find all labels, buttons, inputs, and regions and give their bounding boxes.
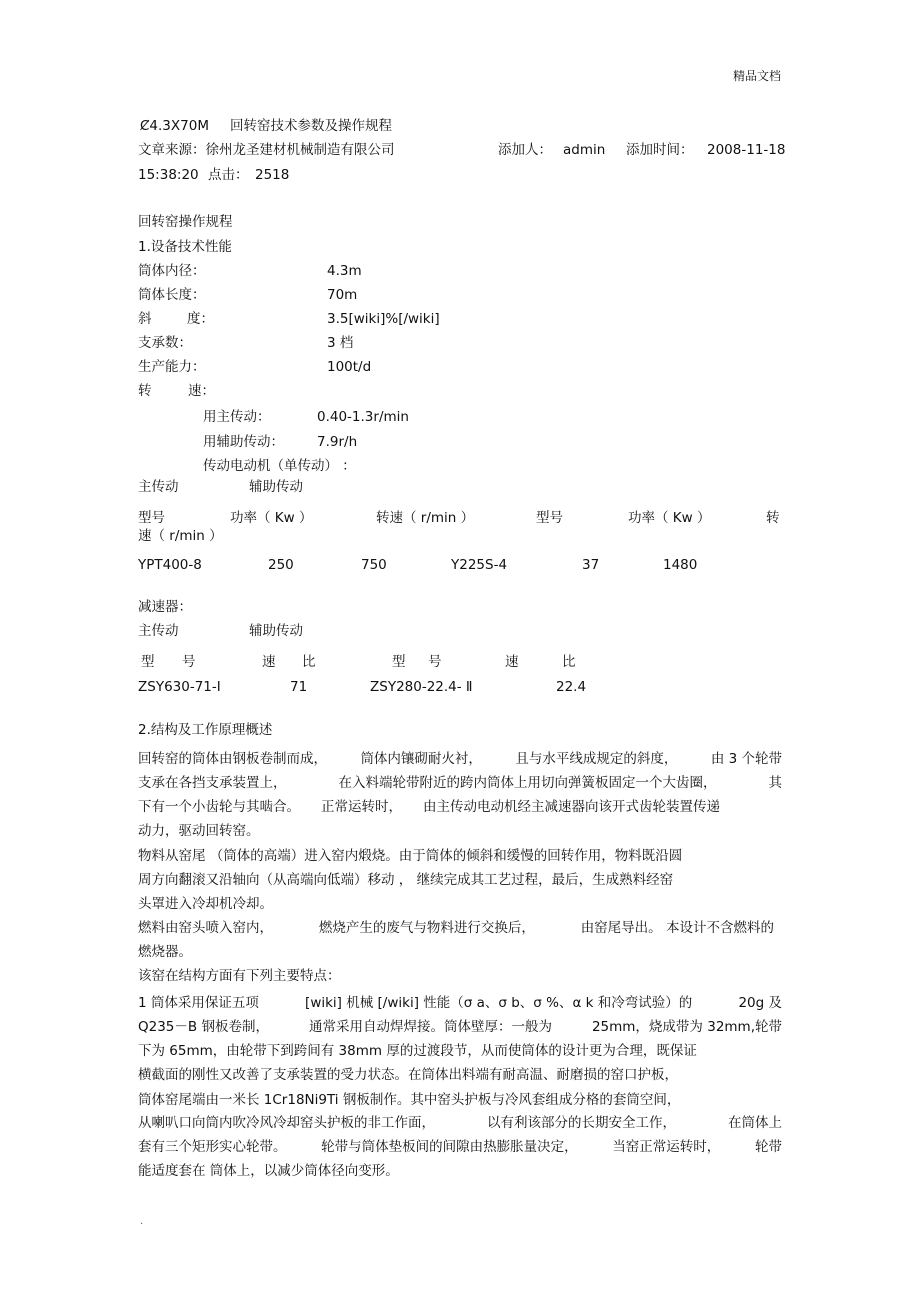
header-cell: 比 bbox=[302, 654, 316, 670]
text-segment: 当窑正常运转时， bbox=[612, 1139, 721, 1155]
meta-clicks-label: 点击： bbox=[208, 167, 249, 183]
text-segment: 正常运转时， bbox=[321, 799, 402, 815]
value-cell: 37 bbox=[582, 557, 600, 573]
spec-value: 3 档 bbox=[327, 335, 354, 351]
reducer-group-aux: 辅助传动 bbox=[249, 623, 303, 639]
text-segment: 且与水平线成规定的斜度， bbox=[515, 751, 678, 767]
footer-mark: . bbox=[140, 1216, 144, 1227]
motor-title: 传动电动机（单传动） ： bbox=[203, 458, 356, 474]
paragraph-line bbox=[138, 1111, 782, 1131]
speed-label: 转 bbox=[138, 383, 152, 399]
header-cell: 速 bbox=[262, 654, 276, 670]
header-cell: 速 bbox=[505, 654, 519, 670]
speed-aux-label: 用辅助传动： bbox=[203, 434, 284, 450]
text-segment: Q235－B 钢板卷制， bbox=[138, 1019, 269, 1035]
section2-heading: 2.结构及工作原理概述 bbox=[138, 722, 273, 738]
motor-value-row bbox=[138, 557, 782, 573]
value-cell: 750 bbox=[361, 557, 387, 573]
text-segment: 燃料由窑头喷入窑内， bbox=[138, 920, 273, 936]
brand-header: 精品文档 bbox=[733, 69, 782, 83]
text-segment: 在入料端轮带附近的跨内筒体上用切向弹簧板固定一个大齿圈， bbox=[338, 775, 717, 791]
value-cell: 1480 bbox=[663, 557, 698, 573]
paragraph-line: 周方向翻滚又沿轴向（从高端向低端）移动 ， 继续完成其工艺过程，最后，生成熟料经窑 bbox=[138, 872, 674, 888]
paragraph-line: 动力，驱动回转窑。 bbox=[138, 823, 260, 839]
spec-label: 支承数： bbox=[138, 335, 192, 351]
text-segment: 通常采用自动焊焊接。筒体壁厚：一般为 bbox=[308, 1019, 552, 1035]
paragraph-line: 头罩进入冷却机冷却。 bbox=[138, 896, 273, 912]
header-cell: 转 bbox=[766, 510, 780, 526]
paragraph-line: 该窑在结构方面有下列主要特点： bbox=[138, 968, 341, 984]
paragraph-line: 能适度套在 筒体上，以减少筒体径向变形。 bbox=[138, 1163, 399, 1179]
header-cell: 型 bbox=[392, 654, 406, 670]
text-segment: [wiki] 机械 [/wiki] 性能（σ a、σ b、σ %、α k 和冷弯试验）的 bbox=[305, 995, 693, 1011]
header-cell: 型 bbox=[141, 654, 155, 670]
meta-date: 2008-11-18 bbox=[707, 142, 786, 158]
text-segment: 以有利该部分的长期安全工作， bbox=[487, 1115, 676, 1131]
spec-label: 度： bbox=[187, 311, 214, 327]
text-segment: 轮带 bbox=[754, 1139, 782, 1155]
speed-main-value: 0.40-1.3r/min bbox=[317, 409, 409, 425]
text-segment: 25mm，烧成带为 32mm,轮带 bbox=[591, 1019, 782, 1035]
paragraph-line bbox=[138, 916, 774, 936]
spec-value: 4.3m bbox=[327, 263, 362, 279]
header-cell: 型号 bbox=[138, 510, 165, 526]
speed-main-label: 用主传动： bbox=[203, 409, 271, 425]
paragraph-line: 横截面的刚性又改善了支承装置的受力状态。在筒体出料端有耐高温、耐磨损的窑口护板， bbox=[138, 1067, 678, 1083]
spec-value: 70m bbox=[327, 287, 358, 303]
text-segment: 由主传动电动机经主减速器向该开式齿轮装置传递 bbox=[423, 799, 720, 815]
text-segment: 套有三个矩形实心轮带。 bbox=[138, 1139, 287, 1155]
speed-label: 速： bbox=[188, 383, 215, 399]
paragraph-line: 燃烧器。 bbox=[138, 944, 192, 960]
value-cell: YPT400-8 bbox=[138, 557, 202, 573]
text-segment: 筒体内镶砌耐火衬， bbox=[360, 751, 482, 767]
text-segment: 由窑尾导出。 本设计不含燃料的 bbox=[580, 920, 774, 936]
text-segment: 20g 及 bbox=[738, 995, 782, 1011]
paragraph-line bbox=[138, 747, 782, 767]
value-cell: 250 bbox=[268, 557, 294, 573]
header-cell: 功率（ Kw ） bbox=[628, 510, 711, 526]
motor-group-aux: 辅助传动 bbox=[249, 479, 303, 495]
value-cell: Y225S-4 bbox=[451, 557, 508, 573]
paragraph-line bbox=[138, 1135, 782, 1155]
text-segment: 回转窑的筒体由钢板卷制而成， bbox=[138, 751, 327, 767]
reducer-group-main: 主传动 bbox=[138, 623, 179, 639]
paragraph-line bbox=[138, 1015, 782, 1035]
header-cell: 型号 bbox=[536, 510, 563, 526]
meta-time-label: 添加时间： bbox=[626, 142, 694, 158]
paragraph-line bbox=[138, 771, 782, 791]
meta-clicks: 2518 bbox=[255, 167, 290, 183]
text-segment: 其 bbox=[768, 775, 782, 791]
reducer-value-row bbox=[138, 679, 782, 695]
text-segment: 轮带与筒体垫板间的间隙由热膨胀量决定， bbox=[321, 1139, 578, 1155]
motor-group-main: 主传动 bbox=[138, 479, 179, 495]
spec-label: 斜 bbox=[138, 311, 152, 327]
value-cell: ZSY280-22.4- Ⅱ bbox=[370, 679, 473, 695]
text-segment: 1 筒体采用保证五项 bbox=[138, 995, 259, 1011]
paragraph-line: 下为 65mm，由轮带下到跨间有 38mm 厚的过渡段节，从而使筒体的设计更为合理，既保证 bbox=[138, 1043, 697, 1059]
text-segment: 在筒体上 bbox=[728, 1115, 782, 1131]
spec-value: 100t/d bbox=[327, 359, 372, 375]
paragraph-line: 筒体窑尾端由一米长 1Cr18Ni9Ti 钢板制作。其中窑头护板与冷风套组成分格的套筒空间， bbox=[138, 1092, 681, 1108]
value-cell: 71 bbox=[290, 679, 308, 695]
paragraph-line bbox=[138, 991, 782, 1011]
reducer-header-row bbox=[138, 650, 782, 670]
spec-value: 3.5[wiki]%[/wiki] bbox=[327, 311, 440, 327]
header-cell: 功率（ Kw ） bbox=[230, 510, 313, 526]
text-segment: 支承在各挡支承装置上， bbox=[138, 775, 287, 791]
section-title: 回转窑操作规程 bbox=[138, 214, 233, 230]
spec-label: 生产能力： bbox=[138, 359, 206, 375]
header-cell: 号 bbox=[428, 654, 442, 670]
meta-time: 15:38:20 bbox=[138, 167, 199, 183]
motor-header-wrap: 速（ r/min ） bbox=[138, 528, 223, 544]
paragraph-line: 物料从窑尾 （筒体的高端）进入窑内煅烧。由于筒体的倾斜和缓慢的回转作用，物料既沿圆 bbox=[138, 848, 683, 864]
spec-label: 筒体长度： bbox=[138, 287, 206, 303]
spec-label: 筒体内径： bbox=[138, 263, 206, 279]
article-title: 回转窑技术参数及操作规程 bbox=[230, 118, 392, 134]
motor-header-row bbox=[138, 506, 782, 526]
header-cell: 比 bbox=[562, 654, 576, 670]
header-cell: 号 bbox=[182, 654, 196, 670]
meta-adder-label: 添加人： bbox=[498, 142, 552, 158]
value-cell: ZSY630-71-I bbox=[138, 679, 221, 695]
speed-aux-value: 7.9r/h bbox=[317, 434, 358, 450]
reducer-title: 减速器： bbox=[138, 599, 192, 615]
text-segment: 燃烧产生的废气与物料进行交换后， bbox=[318, 920, 535, 936]
text-segment: 由 3 个轮带 bbox=[710, 751, 782, 767]
section1-heading: 1.设备技术性能 bbox=[138, 239, 232, 255]
paragraph-line bbox=[138, 795, 720, 815]
meta-adder: admin bbox=[563, 142, 606, 158]
text-segment: 从喇叭口向筒内吹冷风冷却窑头护板的非工作面， bbox=[138, 1115, 435, 1131]
value-cell: 22.4 bbox=[556, 679, 587, 695]
header-cell: 转速（ r/min ） bbox=[376, 510, 475, 526]
article-title-code: Ȼ4.3X70M bbox=[140, 118, 209, 134]
text-segment: 下有一个小齿轮与其啮合。 bbox=[138, 799, 300, 815]
meta-source: 文章来源：徐州龙圣建材机械制造有限公司 bbox=[138, 142, 395, 158]
